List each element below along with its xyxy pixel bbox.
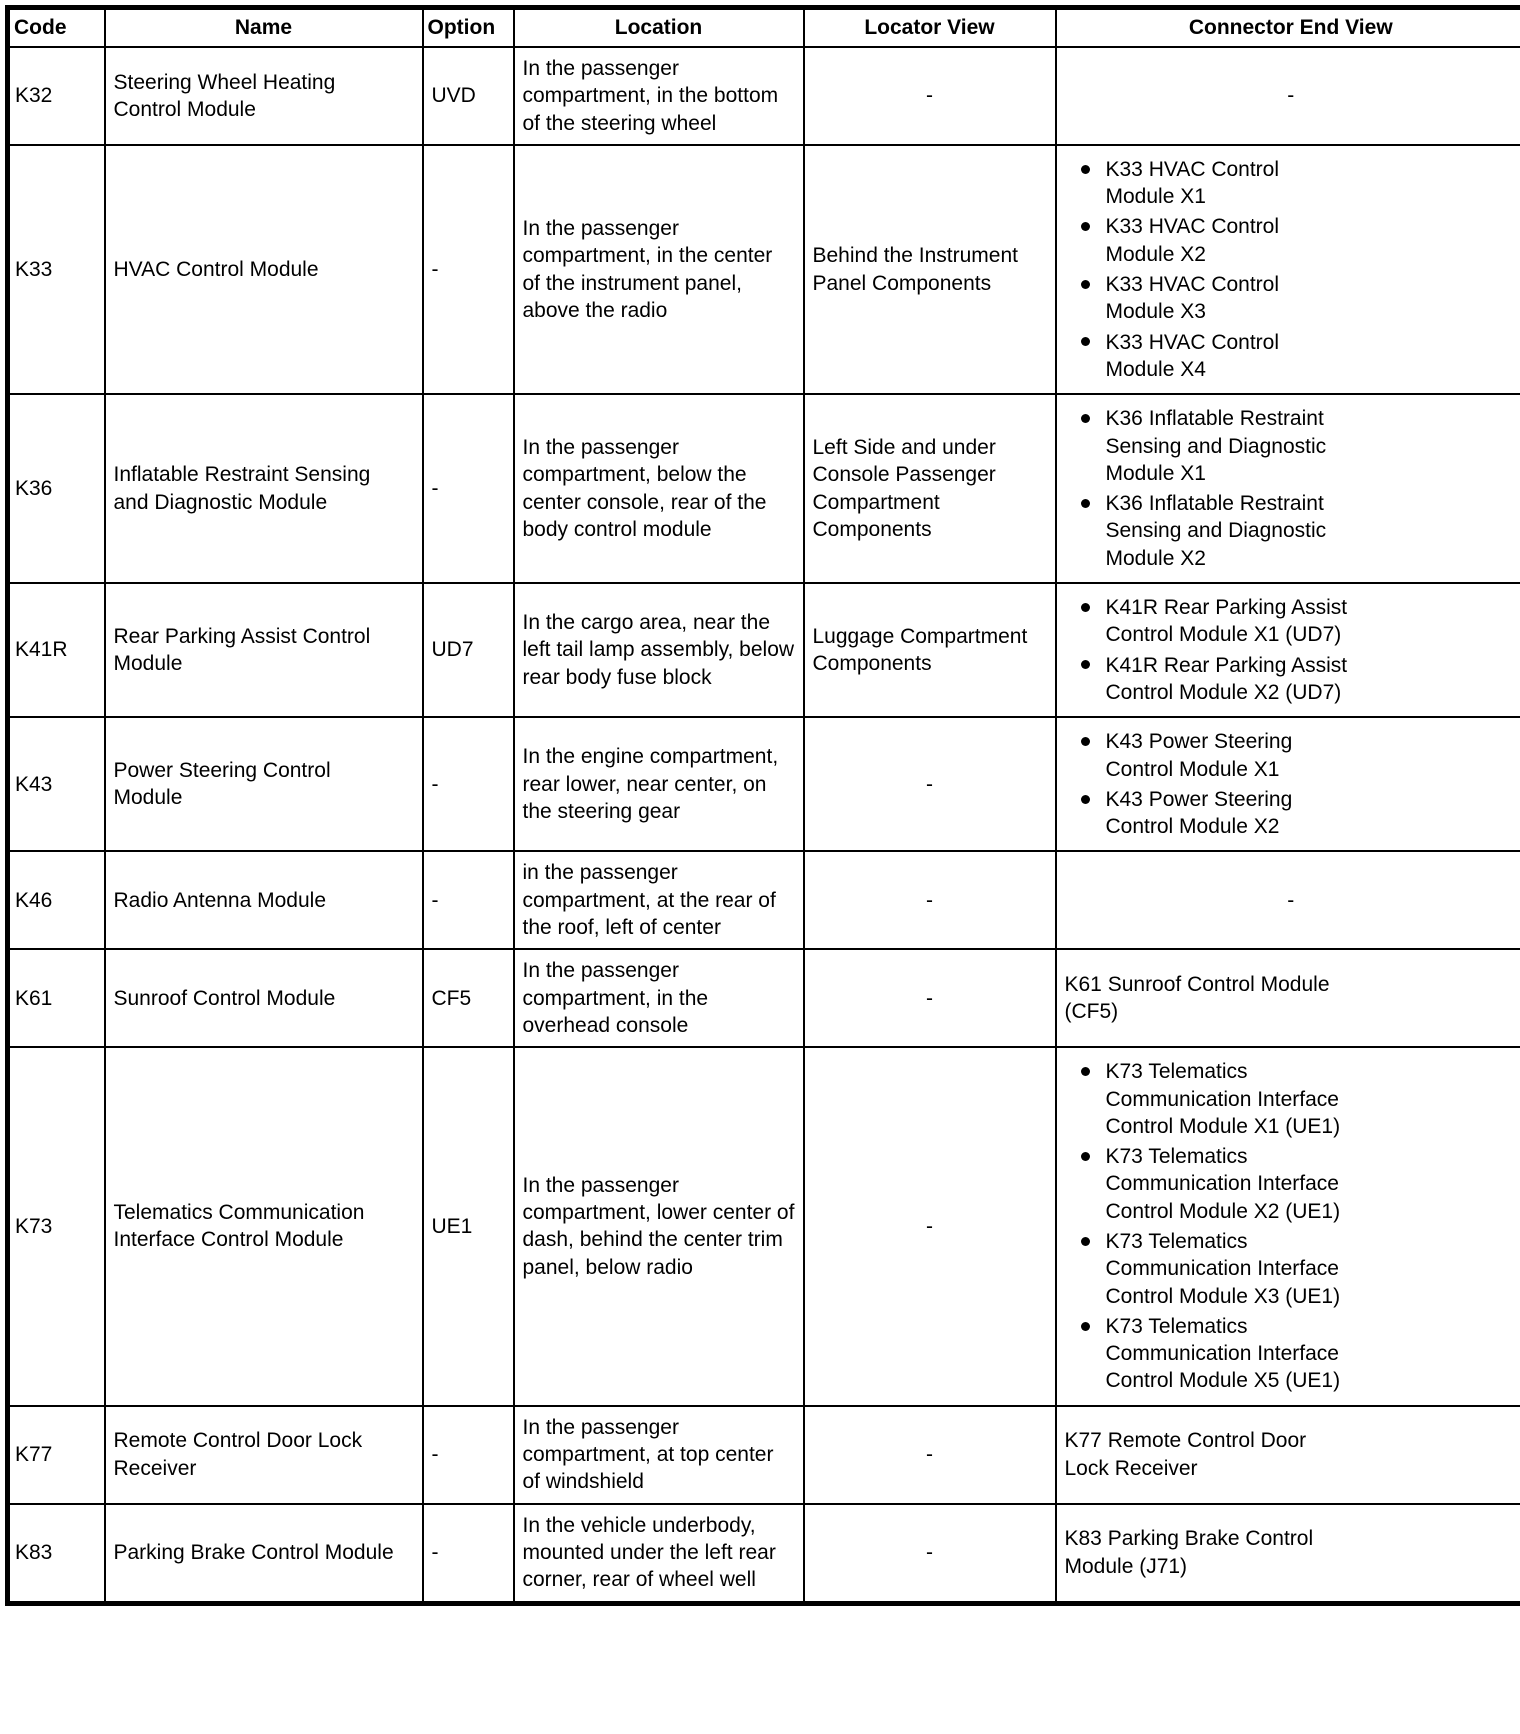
option-text: - xyxy=(431,888,439,912)
code-text: K83 xyxy=(15,1540,53,1564)
name-text: Remote Control Door Lock Receiver xyxy=(113,1429,363,1480)
column-header-connector-end-view: Connector End View xyxy=(1056,8,1520,48)
location-text: in the passenger compartment, at the rear of the roof, left of center xyxy=(522,861,776,940)
connector-end-view-text: K61 Sunroof Control Module (CF5) xyxy=(1064,972,1330,1024)
connector-end-view-text: K77 Remote Control Door Lock Receiver xyxy=(1064,1429,1307,1480)
location-text: In the passenger compartment, below the center console, rear of the body control module xyxy=(522,436,767,541)
name-cell xyxy=(105,949,423,1047)
connector-list-item: K36 Inflatable Restraint Sensing and Diagnostic Module X2 xyxy=(1079,490,1353,572)
code-cell xyxy=(8,851,105,949)
code-text: K41R xyxy=(15,638,68,662)
name-cell xyxy=(105,1047,423,1406)
name-cell xyxy=(105,47,423,145)
name-text: Power Steering Control Module xyxy=(113,759,331,810)
connector-list-item: K33 HVAC Control Module X1 xyxy=(1079,156,1353,211)
code-cell xyxy=(8,949,105,1047)
location-text: In the engine compartment, rear lower, near center, on the steering gear xyxy=(522,745,779,823)
locator-view-cell xyxy=(804,1504,1056,1603)
name-cell xyxy=(105,1406,423,1504)
column-header-code: Code xyxy=(8,8,105,48)
option-text: - xyxy=(431,257,439,281)
code-cell xyxy=(8,717,105,851)
option-text: - xyxy=(431,772,439,796)
location-text: In the cargo area, near the left tail lamp assembly, below rear body fuse block xyxy=(522,611,795,689)
table-row xyxy=(8,1406,1520,1504)
option-cell xyxy=(423,1406,514,1504)
connector-list-item: K36 Inflatable Restraint Sensing and Diagnostic Module X1 xyxy=(1079,405,1353,487)
connector-end-view-cell xyxy=(1056,1047,1520,1406)
locator-view-text: - xyxy=(926,986,933,1010)
location-text: In the passenger compartment, in the overhead console xyxy=(522,959,709,1037)
table-row xyxy=(8,47,1520,145)
name-cell xyxy=(105,145,423,394)
name-cell xyxy=(105,394,423,583)
option-cell xyxy=(423,717,514,851)
locator-view-cell xyxy=(804,47,1056,145)
code-text: K77 xyxy=(15,1443,53,1467)
connector-list-item: K41R Rear Parking Assist Control Module X2 (UD7) xyxy=(1079,652,1353,707)
name-cell xyxy=(105,1504,423,1603)
locator-view-cell xyxy=(804,717,1056,851)
locator-view-cell xyxy=(804,851,1056,949)
connector-list-item: K73 Telematics Communication Interface Control Module X5 (UE1) xyxy=(1079,1313,1353,1395)
option-text: UD7 xyxy=(431,638,474,662)
option-text: - xyxy=(431,477,439,500)
option-cell xyxy=(423,583,514,717)
connector-list-item: K33 HVAC Control Module X4 xyxy=(1079,329,1353,384)
module-location-table xyxy=(5,5,1520,1606)
connector-list-item: K73 Telematics Communication Interface Control Module X2 (UE1) xyxy=(1079,1143,1353,1225)
option-text: UE1 xyxy=(431,1214,473,1238)
connector-list xyxy=(1065,1058,1518,1395)
location-text: In the passenger compartment, at top center of windshield xyxy=(522,1415,774,1494)
connector-list-item: K33 HVAC Control Module X2 xyxy=(1079,213,1353,268)
locator-view-text: - xyxy=(926,84,933,108)
location-cell xyxy=(514,949,804,1047)
name-cell xyxy=(105,717,423,851)
code-text: K61 xyxy=(15,986,53,1010)
connector-list xyxy=(1065,156,1518,383)
table-row xyxy=(8,583,1520,717)
table-row xyxy=(8,1047,1520,1406)
location-text: In the passenger compartment, in the center of the instrument panel, above the radio xyxy=(522,216,773,322)
connector-end-view-text: - xyxy=(1287,84,1295,108)
locator-view-text: Behind the Instrument Panel Components xyxy=(812,244,1018,295)
locator-view-cell xyxy=(804,394,1056,583)
locator-view-text: Luggage Compartment Components xyxy=(812,624,1028,676)
name-text: Sunroof Control Module xyxy=(113,986,336,1010)
option-text: CF5 xyxy=(431,986,472,1010)
code-text: K33 xyxy=(15,257,53,281)
code-cell xyxy=(8,1406,105,1504)
code-cell xyxy=(8,1504,105,1603)
locator-view-text: - xyxy=(926,1214,933,1238)
name-text: HVAC Control Module xyxy=(113,257,319,281)
connector-list-item: K33 HVAC Control Module X3 xyxy=(1079,271,1353,326)
connector-end-view-text: - xyxy=(1287,888,1295,912)
connector-list xyxy=(1065,728,1518,840)
location-cell xyxy=(514,1504,804,1603)
connector-list xyxy=(1065,405,1518,572)
name-text: Steering Wheel Heating Control Module xyxy=(113,70,336,121)
connector-list-item: K73 Telematics Communication Interface Control Module X3 (UE1) xyxy=(1079,1228,1353,1310)
name-text: Radio Antenna Module xyxy=(113,888,326,912)
location-text: In the passenger compartment, in the bottom of the steering wheel xyxy=(522,57,779,135)
code-cell xyxy=(8,145,105,394)
table-row xyxy=(8,145,1520,394)
name-cell xyxy=(105,851,423,949)
option-cell xyxy=(423,145,514,394)
table-row xyxy=(8,949,1520,1047)
option-text: UVD xyxy=(431,84,476,108)
connector-list xyxy=(1065,594,1518,706)
option-text: - xyxy=(431,1443,439,1467)
locator-view-cell xyxy=(804,1406,1056,1504)
code-cell xyxy=(8,394,105,583)
connector-end-view-cell xyxy=(1056,145,1520,394)
locator-view-cell xyxy=(804,1047,1056,1406)
locator-view-text: - xyxy=(926,1443,933,1467)
connector-list-item: K41R Rear Parking Assist Control Module X1 (UD7) xyxy=(1079,594,1353,649)
code-text: K32 xyxy=(15,84,53,108)
locator-view-cell xyxy=(804,583,1056,717)
option-cell xyxy=(423,1047,514,1406)
location-cell xyxy=(514,583,804,717)
locator-view-cell xyxy=(804,145,1056,394)
location-cell xyxy=(514,145,804,394)
option-cell xyxy=(423,1504,514,1603)
location-text: In the vehicle underbody, mounted under the left rear corner, rear of wheel well xyxy=(522,1513,776,1592)
table-row xyxy=(8,1504,1520,1603)
column-header-option: Option xyxy=(423,8,514,48)
connector-end-view-cell xyxy=(1056,949,1520,1047)
column-header-name: Name xyxy=(105,8,423,48)
location-text: In the passenger compartment, lower center of dash, behind the center trim panel, below radio xyxy=(522,1173,795,1279)
connector-list-item: K73 Telematics Communication Interface Control Module X1 (UE1) xyxy=(1079,1058,1353,1140)
locator-view-text: - xyxy=(926,1540,933,1564)
table-row xyxy=(8,851,1520,949)
header-row xyxy=(8,8,1520,48)
location-cell xyxy=(514,47,804,145)
locator-view-text: - xyxy=(926,772,933,796)
connector-end-view-cell xyxy=(1056,1504,1520,1603)
location-cell xyxy=(514,1047,804,1406)
location-cell xyxy=(514,394,804,583)
column-header-location: Location xyxy=(514,8,804,48)
location-cell xyxy=(514,1406,804,1504)
option-cell xyxy=(423,394,514,583)
table-row xyxy=(8,717,1520,851)
code-cell xyxy=(8,1047,105,1406)
module-table-body xyxy=(8,47,1520,1603)
code-cell xyxy=(8,583,105,717)
name-cell xyxy=(105,583,423,717)
name-text: Rear Parking Assist Control Module xyxy=(113,624,371,676)
connector-list-item: K43 Power Steering Control Module X1 xyxy=(1079,728,1353,783)
locator-view-text: Left Side and under Console Passenger Compartment Components xyxy=(812,436,996,541)
option-cell xyxy=(423,851,514,949)
location-cell xyxy=(514,717,804,851)
locator-view-cell xyxy=(804,949,1056,1047)
code-text: K46 xyxy=(15,888,53,912)
column-header-locator-view: Locator View xyxy=(804,8,1056,48)
connector-end-view-cell xyxy=(1056,717,1520,851)
code-text: K73 xyxy=(15,1214,53,1238)
connector-list-item: K43 Power Steering Control Module X2 xyxy=(1079,786,1353,841)
option-cell xyxy=(423,47,514,145)
option-cell xyxy=(423,949,514,1047)
name-text: Parking Brake Control Module xyxy=(113,1540,394,1564)
location-cell xyxy=(514,851,804,949)
name-text: Telematics Communication Interface Control Module xyxy=(113,1201,365,1252)
connector-end-view-cell xyxy=(1056,394,1520,583)
option-text: - xyxy=(431,1540,439,1564)
connector-end-view-text: K83 Parking Brake Control Module (J71) xyxy=(1064,1527,1314,1578)
name-text: Inflatable Restraint Sensing and Diagnostic Module xyxy=(113,463,371,514)
table-row xyxy=(8,394,1520,583)
connector-end-view-cell xyxy=(1056,1406,1520,1504)
code-cell xyxy=(8,47,105,145)
connector-end-view-cell xyxy=(1056,583,1520,717)
code-text: K36 xyxy=(15,477,53,500)
code-text: K43 xyxy=(15,772,53,796)
connector-end-view-cell xyxy=(1056,47,1520,145)
locator-view-text: - xyxy=(926,888,933,912)
connector-end-view-cell xyxy=(1056,851,1520,949)
